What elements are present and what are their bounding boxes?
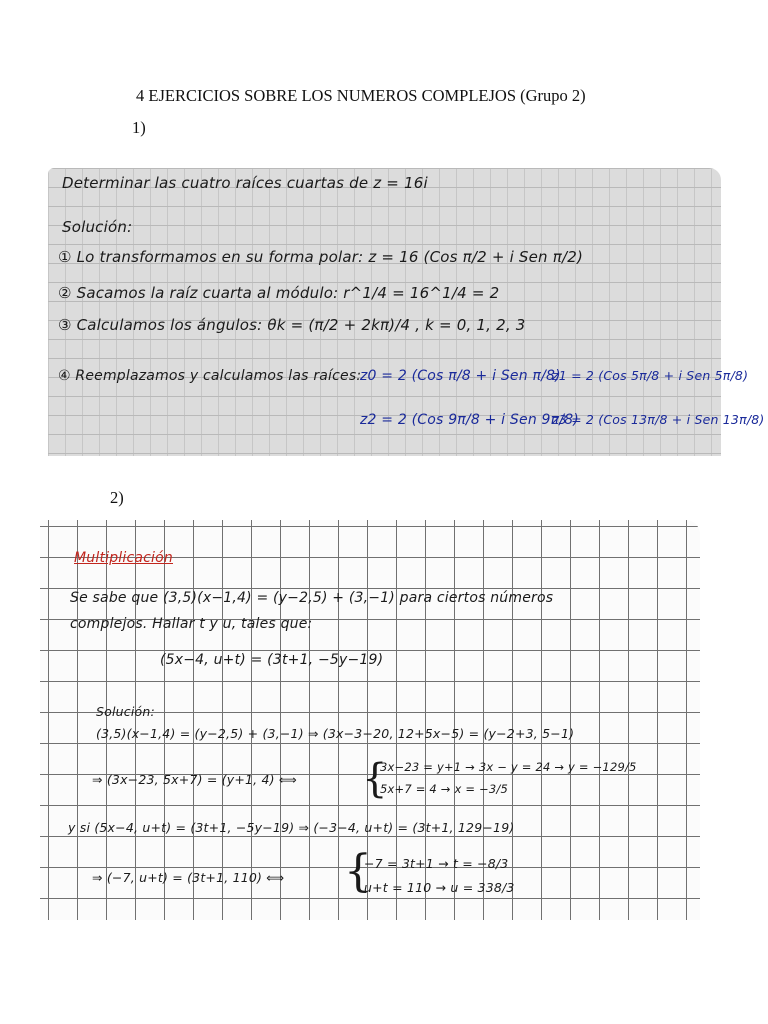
exercise-1-statement: Determinar las cuatro raíces cuartas de z = 16i bbox=[62, 174, 428, 192]
root-z0: z0 = 2 (Cos π/8 + i Sen π/8) bbox=[360, 368, 561, 384]
exercise-1-solution-label: Solución: bbox=[62, 218, 133, 236]
system-brace-2: { bbox=[344, 846, 372, 897]
system-2-equation-1: −7 = 3t+1 → t = −8/3 bbox=[364, 856, 509, 871]
exercise-1-notebook-image bbox=[48, 168, 765, 456]
exercise-2-notebook-image bbox=[40, 520, 700, 920]
exercise-2-line-2: ⇒ (3x−23, 5x+7) = (y+1, 4) ⟺ bbox=[92, 772, 298, 787]
system-2-equation-2: u+t = 110 → u = 338/3 bbox=[364, 880, 515, 895]
exercise-1-step-3: ③ Calculamos los ángulos: θk = (π/2 + 2kπ)/4 , k = 0, 1, 2, 3 bbox=[58, 316, 526, 334]
system-1-equation-1: 3x−23 = y+1 → 3x − y = 24 → y = −129/5 bbox=[380, 760, 637, 774]
exercise-2-solution-label: Solución: bbox=[96, 704, 155, 719]
page-title: 4 EJERCICIOS SOBRE LOS NUMEROS COMPLEJOS (Grupo 2) bbox=[136, 86, 586, 105]
exercise-2-condition: (5x−4, u+t) = (3t+1, −5y−19) bbox=[160, 652, 384, 668]
exercise-2-label: 2) bbox=[110, 488, 124, 507]
root-z1: z1 = 2 (Cos 5π/8 + i Sen 5π/8) bbox=[552, 368, 749, 383]
exercise-1-step-4: ④ Reemplazamos y calculamos las raíces: bbox=[58, 368, 362, 384]
exercise-2-heading: Multiplicación bbox=[74, 550, 173, 566]
exercise-1-step-1: ① Lo transformamos en su forma polar: z = 16 (Cos π/2 + i Sen π/2) bbox=[58, 248, 584, 266]
root-z2: z2 = 2 (Cos 9π/8 + i Sen 9π/8) bbox=[360, 412, 579, 428]
exercise-1-label: 1) bbox=[132, 118, 146, 137]
system-1-equation-2: 5x+7 = 4 → x = −3/5 bbox=[380, 782, 508, 796]
exercise-2-statement-line-1: Se sabe que (3,5)(x−1,4) = (y−2,5) + (3,−1) para ciertos números bbox=[70, 590, 554, 606]
exercise-2-line-3: y si (5x−4, u+t) = (3t+1, −5y−19) ⇒ (−3−4, u+t) = (3t+1, 129−19) bbox=[68, 820, 515, 835]
exercise-1-step-2: ② Sacamos la raíz cuarta al módulo: r^1/4 = 16^1/4 = 2 bbox=[58, 284, 500, 302]
root-z3: z3 = 2 (Cos 13π/8 + i Sen 13π/8) bbox=[552, 412, 765, 427]
exercise-2-line-4: ⇒ (−7, u+t) = (3t+1, 110) ⟺ bbox=[92, 870, 285, 885]
system-brace-1: { bbox=[362, 756, 388, 802]
exercise-2-line-1: (3,5)(x−1,4) = (y−2,5) + (3,−1) ⇒ (3x−3−20, 12+5x−5) = (y−2+3, 5−1) bbox=[96, 726, 575, 741]
exercise-2-statement-line-2: complejos. Hallar t y u, tales que: bbox=[70, 616, 313, 632]
